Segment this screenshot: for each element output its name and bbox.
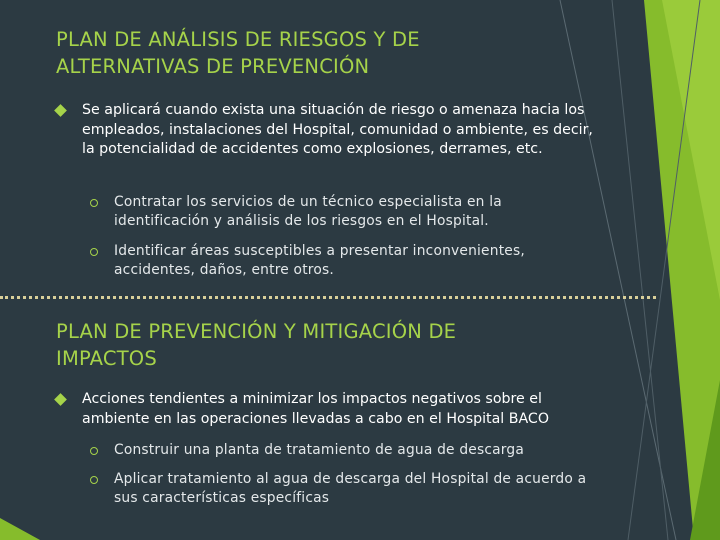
circle-bullet-icon [90,476,98,484]
section1-bullet [56,101,596,160]
section2-bullet-text: Acciones tendientes a minimizar los impactos negativos sobre el ambiente en las operaciones llevadas a cabo en el Hospital BACO [82,391,550,427]
section2-sub-bullet-2 [90,470,590,508]
dotted-divider [0,296,656,299]
section1-sub-bullet-2-text: Identificar áreas susceptibles a presentar inconvenientes, accidentes, daños, entre otros. [114,243,525,278]
green-corner [0,518,40,540]
circle-bullet-icon [90,199,98,207]
section2-bullet [56,390,596,429]
section1-sub-bullet-1-text: Contratar los servicios de un técnico especialista en la identificación y análisis de los riesgos en el Hospital. [114,194,502,229]
section1-title-line1: PLAN DE ANÁLISIS DE RIESGOS Y DE [56,28,420,51]
section2-title-line2: IMPACTOS [56,347,157,370]
section1-sub-bullet-2 [90,242,590,280]
section2-sub-bullet-2-text: Aplicar tratamiento al agua de descarga del Hospital de acuerdo a sus características específicas [114,471,587,506]
circle-bullet-icon [90,447,98,455]
circle-bullet-icon [90,248,98,256]
section1-title [56,26,616,80]
section2-title [56,318,616,372]
section1-title-line2: ALTERNATIVAS DE PREVENCIÓN [56,55,370,78]
diamond-bullet-icon [54,393,67,406]
diamond-bullet-icon [54,104,67,117]
section2-title-line1: PLAN DE PREVENCIÓN Y MITIGACIÓN DE [56,320,457,343]
section1-bullet-text: Se aplicará cuando exista una situación de riesgo o amenaza hacia los empleados, instalaciones del Hospital, comunidad o ambiente, es decir, la potencialidad de accidentes como explosiones, derrames, etc. [82,102,593,157]
section2-sub-bullet-1-text: Construir una planta de tratamiento de agua de descarga [114,442,525,458]
section1-sub-bullet-1 [90,193,590,231]
section2-sub-bullet-1 [90,441,590,460]
